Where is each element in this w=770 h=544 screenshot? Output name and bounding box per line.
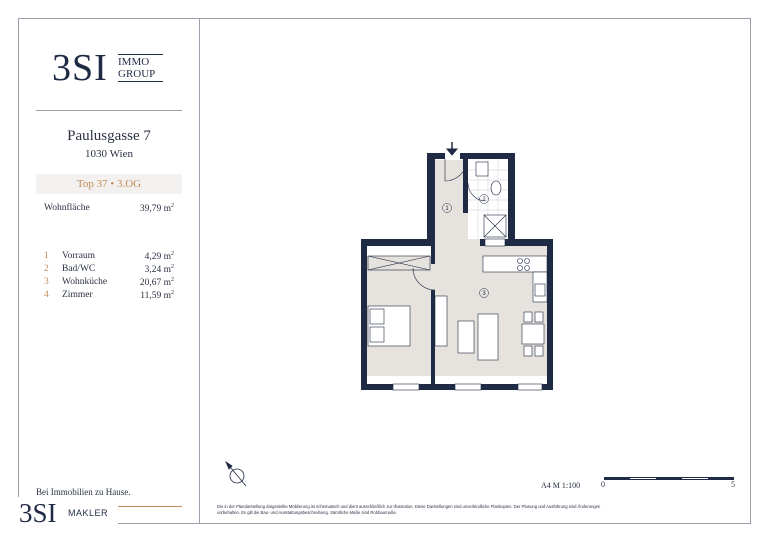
room-3-label: 3	[482, 291, 486, 297]
total-area-value: 39,79 $m^2$	[139, 203, 174, 215]
disclaimer: Die in der Plandarstellung dargestellte Möblierung ist schematisch und dient ausschließlich zur Illustration. Diese Darstellungen sind unverbindliche Plankopien. Der Planung und Ausführung sind Änderungen vorbehalten. Es gilt die Bau- und Ausstattungsbeschreibung. Sämtliche Maße sind Rohbaumaße.	[217, 504, 601, 515]
room-number: 2	[44, 264, 49, 274]
logo-line-1: IMMO	[118, 56, 150, 68]
scale-label: A4 M 1:100	[541, 481, 581, 490]
room-area: 11,59 $m^2$	[140, 290, 174, 302]
room-2-label: 2	[482, 197, 486, 203]
logo-line-2: GROUP	[118, 68, 156, 80]
room-area: 4,29 $m^2$	[144, 251, 174, 263]
room-name: Bad/WC	[62, 264, 96, 274]
room-name: Vorraum	[62, 251, 96, 261]
slogan: Bei Immobilien zu Hause.	[36, 487, 131, 497]
scale-bar	[604, 477, 734, 480]
room-number: 1	[44, 251, 49, 261]
room-number: 3	[44, 277, 49, 287]
address-city: 1030 Wien	[85, 148, 133, 160]
makler-logo-brand: 3SI	[19, 498, 57, 528]
room-number: 4	[44, 290, 49, 300]
room-area: 3,24 $m^2$	[144, 264, 174, 276]
scale-start: 0	[601, 480, 605, 489]
entry-arrow	[447, 142, 457, 155]
makler-logo-text: MAKLER	[68, 508, 109, 518]
company-logo-brand: 3SI	[52, 47, 108, 89]
room-1-label: 1	[445, 206, 449, 212]
unit-label: Top 37 • 3.OG	[36, 174, 182, 194]
bed	[368, 306, 410, 346]
room-name: Wohnküche	[62, 277, 108, 287]
address-street: Paulusgasse 7	[67, 128, 151, 144]
north-arrow-icon	[226, 462, 246, 486]
scale-end: 5	[731, 480, 735, 489]
room-name: Zimmer	[62, 290, 93, 300]
room-area: 20,67 $m^2$	[139, 277, 174, 289]
total-area-label: Wohnfläche	[44, 203, 90, 213]
